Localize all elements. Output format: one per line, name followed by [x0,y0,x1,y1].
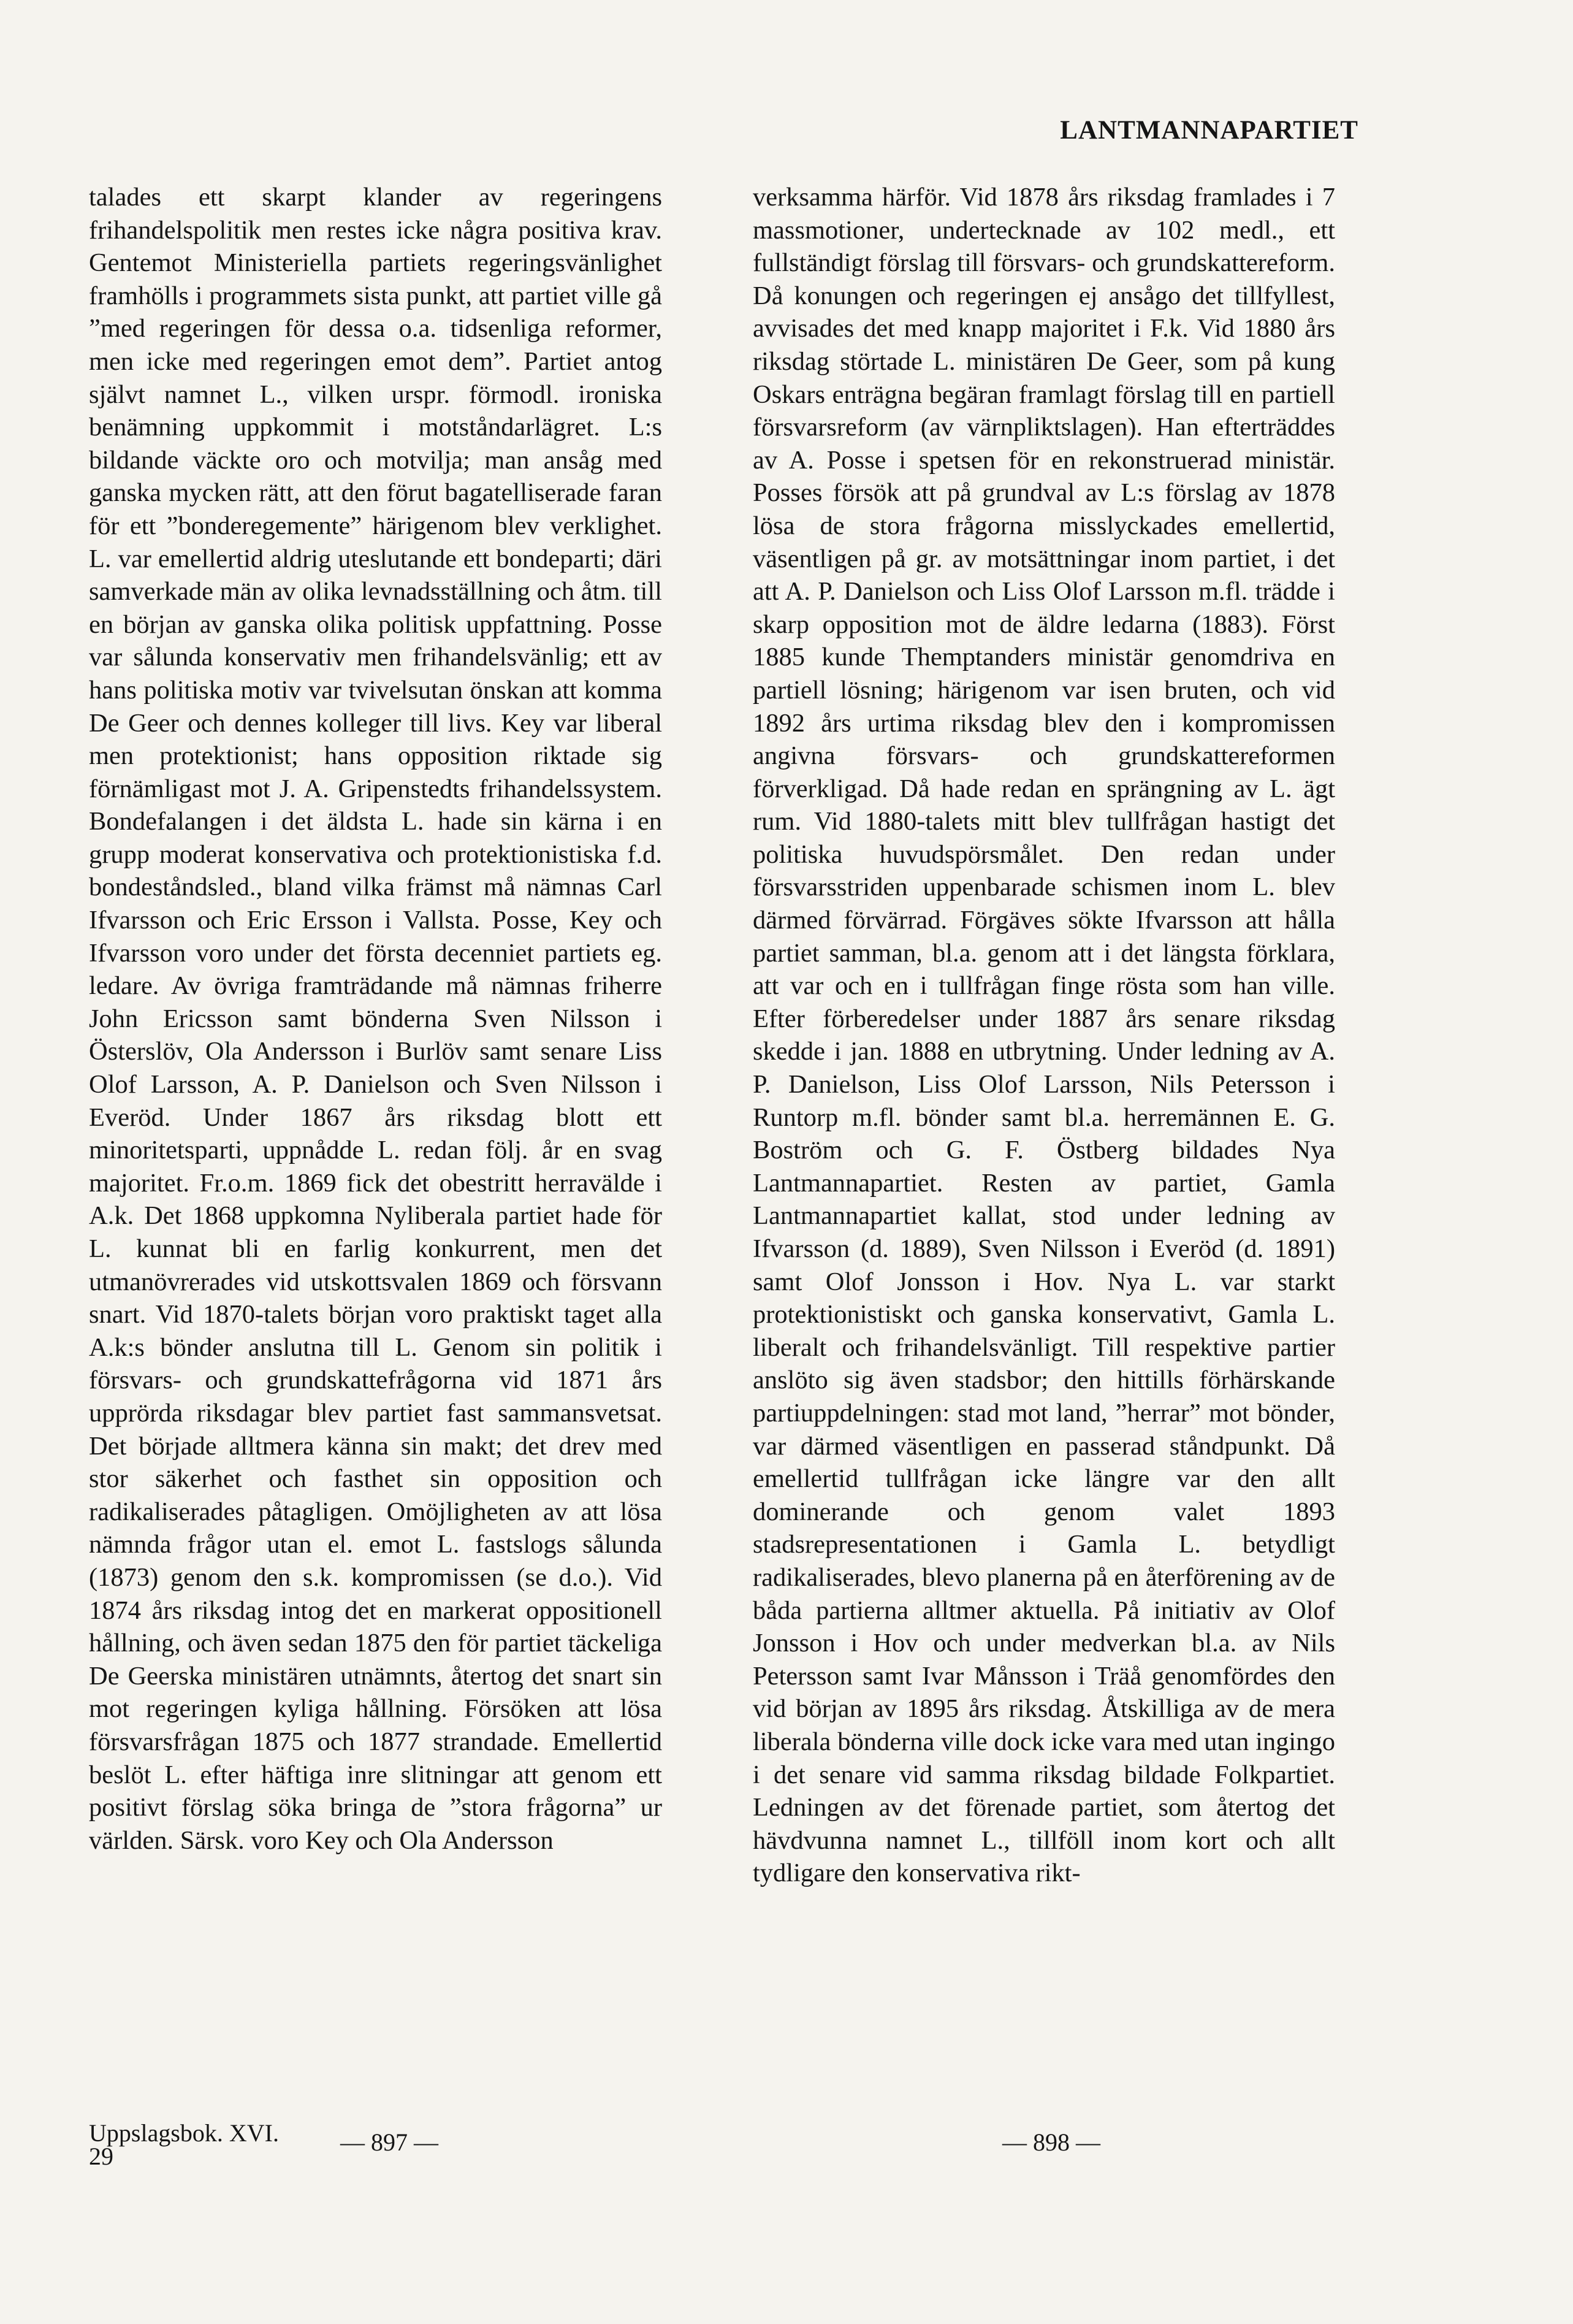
text-column-right: verksamma härför. Vid 1878 års riksdag framlades i 7 massmotioner, undertecknade av 102 medl., ett fullständigt förslag till försvars- och grundskattereform. Då konungen och regeringen ej ansågo det tillfyllest, avvisades det med knapp majoritet i F.k. Vid 1880 års riksdag störtade L. ministären De Geer, som på kung Oskars enträgna begäran framlagt förslag till en partiell försvarsreform (av värnpliktslagen). Han efterträddes av A. Posse i spetsen för en rekonstruerad ministär. Posses försök att på grundval av L:s förslag av 1878 lösa de stora frågorna misslyckades emellertid, väsentligen på gr. av motsättningar inom partiet, i det att A. P. Danielson och Liss Olof Larsson m.fl. trädde i skarp opposition mot de äldre ledarna (1883). Först 1885 kunde Themptanders ministär genomdriva en partiell lösning; härigenom var isen bruten, och vid 1892 års urtima riksdag blev den i kompromissen angivna försvars- och grundskattereformen förverkligad. Då hade redan en sprängning av L. ägt rum. Vid 1880-talets mitt blev tullfrågan hastigt det politiska huvudspörsmålet. Den redan under försvarsstriden uppenbarade schismen inom L. blev därmed förvärrad. Förgäves sökte Ifvarsson att hålla partiet samman, bl.a. genom att i det längsta förklara, att var och en i tullfrågan finge rösta som han ville. Efter förberedelser under 1887 års senare riksdag skedde i jan. 1888 en utbrytning. Under ledning av A. P. Danielson, Liss Olof Larsson, Nils Petersson i Runtorp m.fl. bönder samt bl.a. herremännen E. G. Boström och G. F. Östberg bildades Nya Lantmannapartiet. Resten av partiet, Gamla Lantmannapartiet kallat, stod under ledning av Ifvarsson (d. 1889), Sven Nilsson i Everöd (d. 1891) samt Olof Jonsson i Hov. Nya L. var starkt protektionistiskt och ganska konservativt, Gamla L. liberalt och frihandelsvänligt. Till respektive partier anslöto sig även stadsbor; den hittills förhärskande partiuppdelningen: stad mot land, ”herrar” mot bönder, var därmed väsentligen en passerad ståndpunkt. Då emellertid tullfrågan icke längre var den allt dominerande och genom valet 1893 stadsrepresentationen i Gamla L. betydligt radikaliserades, blevo planerna på en återförening av de båda partierna alltmer aktuella. På initiativ av Olof Jonsson i Hov och under medverkan bl.a. av Nils Petersson samt Ivar Månsson i Träå genomfördes den vid början av 1895 års riksdag. Åtskilliga av de mera liberala bönderna ville dock icke vara med utan ingingo i det senare vid samma riksdag bildade Folkpartiet. Ledningen av det förenade partiet, som återtog det hävdvunna namnet L., tillföll inom kort och allt tydligare den konservativa rikt- [753,183,1335,1888]
running-head: LANTMANNAPARTIET [1060,116,1358,145]
volume-label: Uppslagsbok. XVI. [89,2119,279,2147]
page-number-left: — 897 — [340,2128,438,2156]
signature-mark: 29 [89,2142,113,2170]
footer-volume-info [89,2119,279,2170]
page-number-right: — 898 — [1002,2128,1100,2156]
text-column-left: talades ett skarpt klander av regeringens frihandelspolitik men restes icke några positiva krav. Gentemot Ministeriella partiets regeringsvänlighet framhölls i programmets sista punkt, att partiet ville gå ”med regeringen för dessa o.a. tidsenliga reformer, men icke med regeringen emot dem”. Partiet antog självt namnet L., vilken urspr. förmodl. ironiska benämning uppkommit i motståndarlägret. L:s bildande väckte oro och motvilja; man ansåg med ganska mycken rätt, att den förut bagatelliserade faran för ett ”bonderegemente” härigenom blev verklighet. L. var emellertid aldrig uteslutande ett bondeparti; däri samverkade män av olika levnadsställning och åtm. till en början av ganska olika politisk uppfattning. Posse var sålunda konservativ men frihandelsvänlig; ett av hans politiska motiv var tvivelsutan önskan att komma De Geer och dennes kolleger till livs. Key var liberal men protektionist; hans opposition riktade sig förnämligast mot J. A. Gripenstedts frihandelssystem. Bondefalangen i det äldsta L. hade sin kärna i en grupp moderat konservativa och protektionistiska f.d. bondeståndsled., bland vilka främst må nämnas Carl Ifvarsson och Eric Ersson i Vallsta. Posse, Key och Ifvarsson voro under det första decenniet partiets eg. ledare. Av övriga framträdande må nämnas friherre John Ericsson samt bönderna Sven Nilsson i Österslöv, Ola Andersson i Burlöv samt senare Liss Olof Larsson, A. P. Danielson och Sven Nilsson i Everöd. Under 1867 års riksdag blott ett minoritetsparti, uppnådde L. redan följ. år en svag majoritet. Fr.o.m. 1869 fick det obestritt herravälde i A.k. Det 1868 uppkomna Nyliberala partiet hade för L. kunnat bli en farlig konkurrent, men det utmanövrerades vid utskottsvalen 1869 och försvann snart. Vid 1870-talets början voro praktiskt taget alla A.k:s bönder anslutna till L. Genom sin politik i försvars- och grundskattefrågorna vid 1871 års upprörda riksdagar blev partiet fast sammansvetsat. Det började alltmera känna sin makt; det drev med stor säkerhet och fasthet sin opposition och radikaliserades påtagligen. Omöjligheten av att lösa nämnda frågor utan el. emot L. fastslogs sålunda (1873) genom den s.k. kompromissen (se d.o.). Vid 1874 års riksdag intog det en markerat oppositionell hållning, och även sedan 1875 den för partiet täckeliga De Geerska ministären utnämnts, återtog det snart sin mot regeringen kyliga hållning. Försöken att lösa försvarsfrågan 1875 och 1877 strandade. Emellertid beslöt L. efter häftiga inre slitningar att genom ett positivt förslag söka bringa de ”stora frågorna” ur världen. Särsk. voro Key och Ola Andersson [89,183,662,1855]
